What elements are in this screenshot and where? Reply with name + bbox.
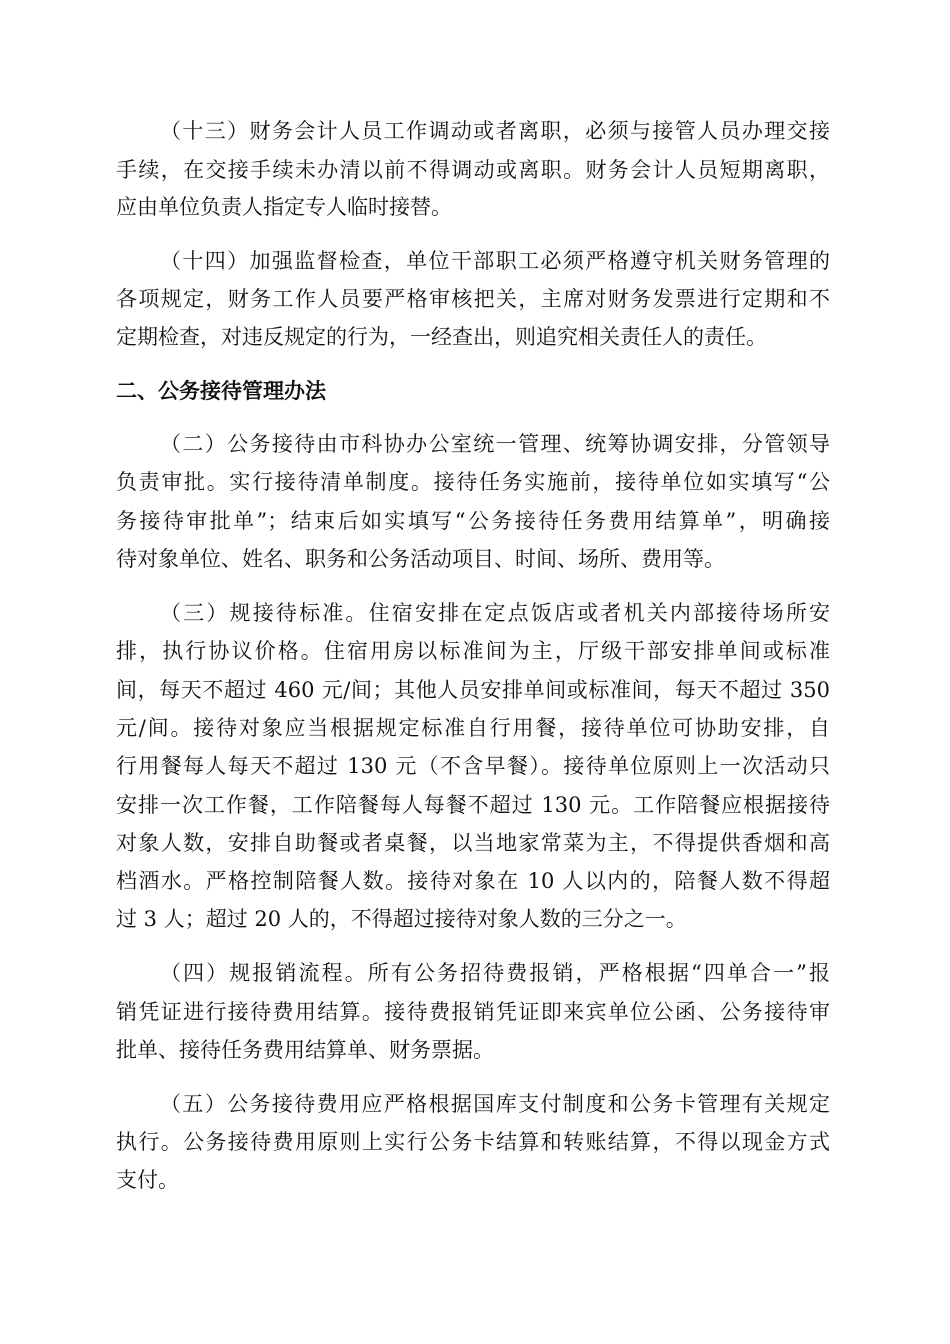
paragraph-3-line-1: （三）规接待标准。住宿安排在定点饭店或者机关内部接待场所安	[160, 601, 830, 625]
paragraph-14-line-2: 各项规定，财务工作人员要严格审核把关，主席对财务发票进行定期和不	[116, 287, 830, 311]
paragraph-3-line-6: 安排一次工作餐，工作陪餐每人每餐不超过 130 元。工作陪餐应根据接待	[116, 793, 830, 817]
paragraph-5-line-2: 执行。公务接待费用原则上实行公务卡结算和转账结算，不得以现金方式	[116, 1130, 830, 1154]
paragraph-3-line-9: 过 3 人；超过 20 人的，不得超过接待对象人数的三分之一。	[116, 907, 687, 931]
paragraph-14-line-3: 定期检查，对违反规定的行为，一经查出，则追究相关责任人的责任。	[116, 325, 767, 349]
paragraph-14-line-1: （十四）加强监督检查，单位干部职工必须严格遵守机关财务管理的	[160, 249, 830, 273]
section-heading: 二、公务接待管理办法	[116, 379, 326, 403]
paragraph-3-line-4: 元/间。接待对象应当根据规定标准自行用餐，接待单位可协助安排，自	[116, 716, 830, 740]
paragraph-4-line-3: 批单、接待任务费用结算单、财务票据。	[116, 1038, 494, 1062]
paragraph-2-line-3: 务接待审批单”；结束后如实填写“公务接待任务费用结算单”，明确接	[116, 509, 830, 533]
paragraph-5-line-3: 支付。	[116, 1168, 179, 1192]
paragraph-3-line-2: 排，执行协议价格。住宿用房以标准间为主，厅级干部安排单间或标准	[116, 639, 830, 663]
paragraph-5-line-1: （五）公务接待费用应严格根据国库支付制度和公务卡管理有关规定	[160, 1092, 830, 1116]
paragraph-3-line-3: 间，每天不超过 460 元/间；其他人员安排单间或标准间，每天不超过 350	[116, 678, 830, 702]
paragraph-2-line-1: （二）公务接待由市科协办公室统一管理、统筹协调安排，分管领导	[160, 432, 830, 456]
paragraph-3-line-7: 对象人数，安排自助餐或者桌餐，以当地家常菜为主，不得提供香烟和高	[116, 831, 830, 855]
paragraph-2-line-2: 负责审批。实行接待清单制度。接待任务实施前，接待单位如实填写“公	[116, 470, 830, 494]
paragraph-2-line-4: 待对象单位、姓名、职务和公务活动项目、时间、场所、费用等。	[116, 547, 725, 571]
paragraph-3-line-8: 档酒水。严格控制陪餐人数。接待对象在 10 人以内的，陪餐人数不得超	[116, 869, 830, 893]
paragraph-13-line-2: 手续，在交接手续未办清以前不得调动或离职。财务会计人员短期离职，	[116, 158, 830, 182]
paragraph-3-line-5: 行用餐每人每天不超过 130 元（不含早餐）。接待单位原则上一次活动只	[116, 754, 830, 778]
paragraph-13-line-1: （十三）财务会计人员工作调动或者离职，必须与接管人员办理交接	[160, 119, 830, 143]
paragraph-4-line-1: （四）规报销流程。所有公务招待费报销，严格根据“四单合一”报	[160, 961, 830, 985]
paragraph-13-line-3: 应由单位负责人指定专人临时接替。	[116, 195, 452, 219]
paragraph-4-line-2: 销凭证进行接待费用结算。接待费报销凭证即来宾单位公函、公务接待审	[116, 1000, 830, 1024]
